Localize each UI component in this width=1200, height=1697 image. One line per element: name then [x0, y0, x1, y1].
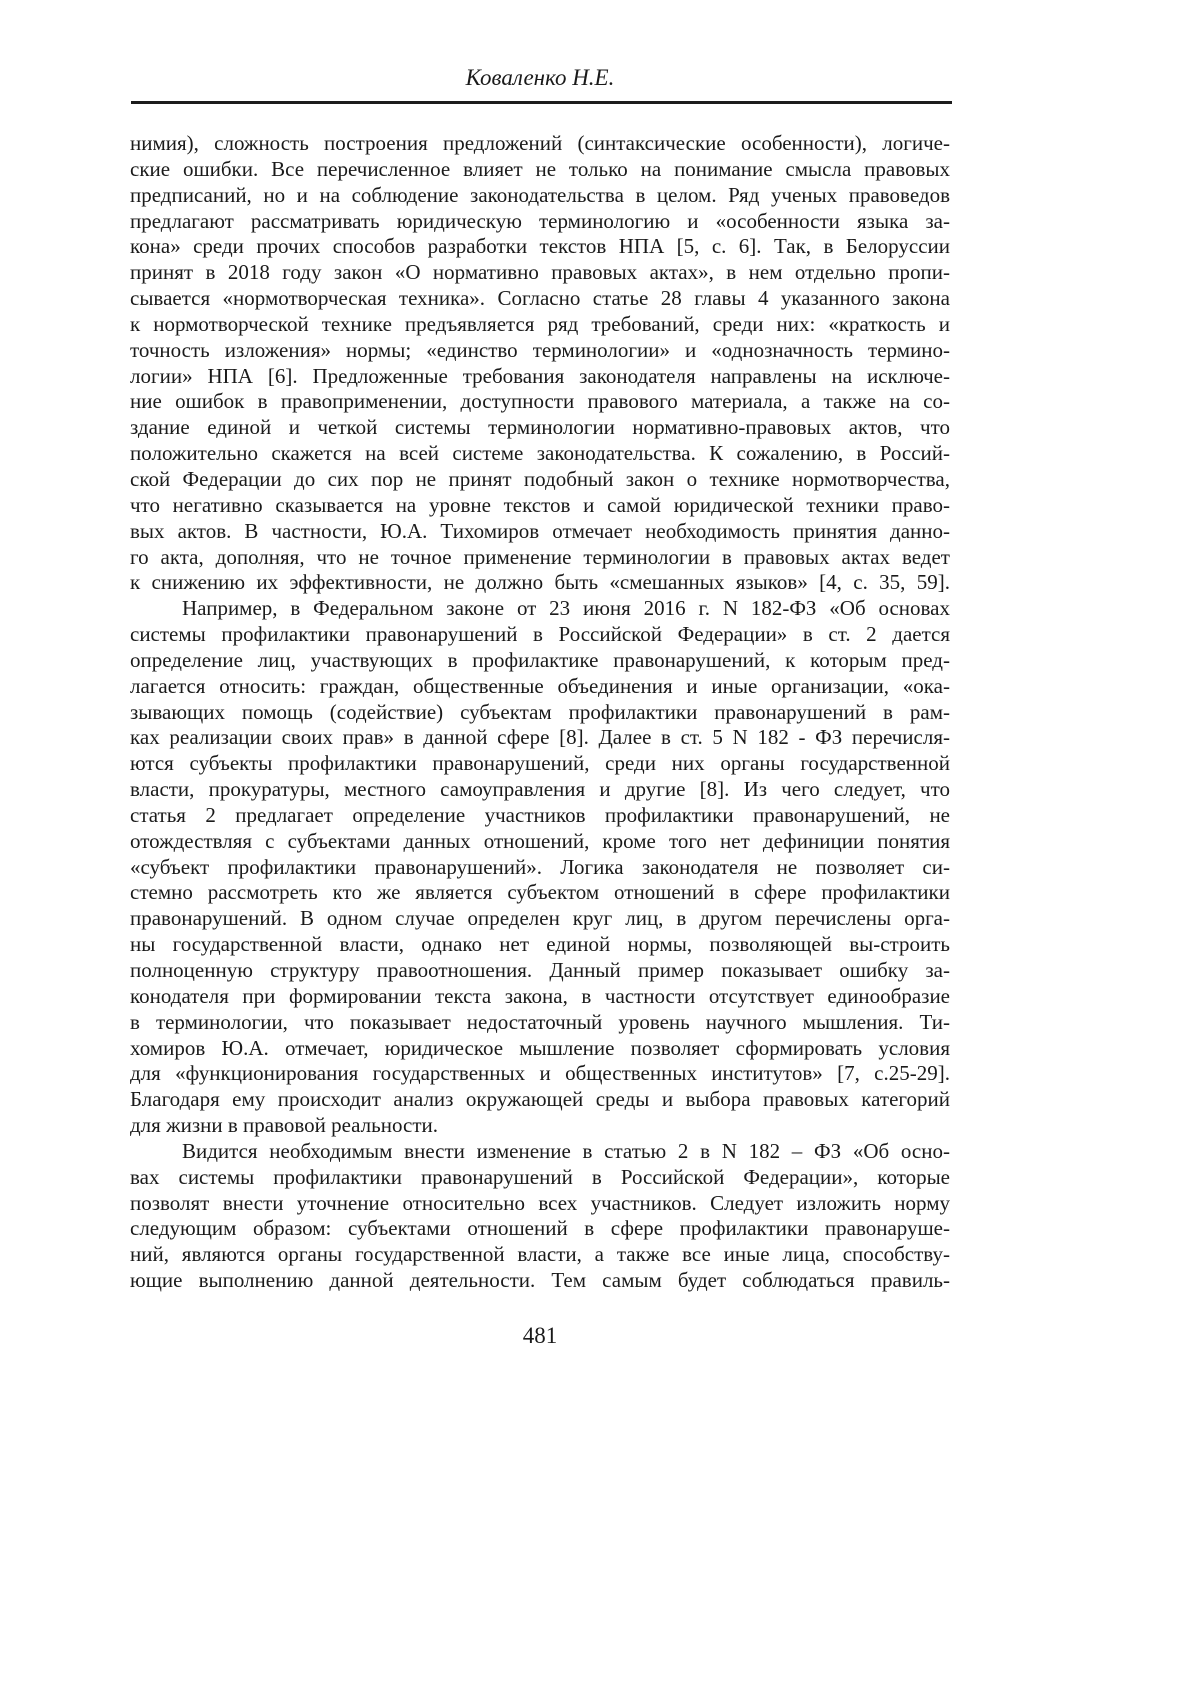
text-line: положительно скажется на всей системе законодательства. К сожалению, в Россий- [130, 441, 950, 466]
text-line: принят в 2018 году закон «О нормативно правовых актах», в нем отдельно пропи- [130, 260, 950, 285]
text-line: зывающих помощь (содействие) субъектам профилактики правонарушений в рам- [130, 699, 950, 724]
text-line: вых актов. В частности, Ю.А. Тихомиров отмечает необходимость принятия данно- [130, 518, 950, 543]
text-line: Например, в Федеральном законе от 23 июня 2016 г. N 182-ФЗ «Об основах [182, 596, 950, 621]
text-line: кона» среди прочих способов разработки текстов НПА [5, с. 6]. Так, в Белоруссии [130, 234, 950, 259]
text-line: стемно рассмотреть кто же является субъектом отношений в сфере профилактики [130, 880, 950, 905]
text-line: го акта, дополняя, что не точное применение терминологии в правовых актах ведет [130, 544, 950, 569]
text-line: власти, прокуратуры, местного самоуправления и другие [8]. Из чего следует, что [130, 777, 950, 802]
text-line: для жизни в правовой реальности. [130, 1113, 438, 1138]
text-line: логии» НПА [6]. Предложенные требования законодателя направлены на исключе- [130, 363, 950, 388]
text-line: Благодаря ему происходит анализ окружающей среды и выбора правовых категорий [130, 1087, 950, 1112]
text-line: к нормотворческой технике предъявляется ряд требований, среди них: «краткость и [130, 311, 950, 336]
text-line: позволят внести уточнение относительно всех участников. Следует изложить норму [130, 1190, 950, 1215]
text-line: статья 2 предлагает определение участников профилактики правонарушений, не [130, 802, 950, 827]
text-line: здание единой и четкой системы терминологии нормативно-правовых актов, что [130, 415, 950, 440]
text-line: что негативно сказывается на уровне текстов и самой юридической техники право- [130, 492, 950, 517]
text-line: лагается относить: граждан, общественные объединения и иные организации, «ока- [130, 673, 950, 698]
text-line: хомиров Ю.А. отмечает, юридическое мышление позволяет сформировать условия [130, 1035, 950, 1060]
running-head-author: Коваленко Н.Е. [465, 65, 615, 90]
text-line: ках реализации своих прав» в данной сфере [8]. Далее в ст. 5 N 182 - ФЗ перечисля- [130, 725, 950, 750]
text-line: предписаний, но и на соблюдение законодательства в целом. Ряд ученых правоведов [130, 182, 950, 207]
text-line: «субъект профилактики правонарушений». Логика законодателя не позволяет си- [130, 854, 950, 879]
text-line: вах системы профилактики правонарушений в Российской Федерации», которые [130, 1164, 950, 1189]
text-line: в терминологии, что показывает недостаточный уровень научного мышления. Ти- [130, 1009, 950, 1034]
text-line: Видится необходимым внести изменение в статью 2 в N 182 – ФЗ «Об осно- [182, 1138, 950, 1163]
text-line: сывается «нормотворческая техника». Согласно статье 28 главы 4 указанного закона [130, 286, 950, 311]
text-line: ской Федерации до сих пор не принят подобный закон о технике нормотворчества, [130, 466, 950, 491]
text-line: предлагают рассматривать юридическую терминологию и «особенности языка за- [130, 208, 950, 233]
text-line: ний, являются органы государственной власти, а также все иные лица, способству- [130, 1242, 950, 1267]
text-line: нимия), сложность построения предложений (синтаксические особенности), логиче- [130, 131, 950, 155]
text-line: ние ошибок в правоприменении, доступности правового материала, а также на со- [130, 389, 950, 414]
page-number: 481 [522, 1323, 558, 1348]
text-line: для «функционирования государственных и общественных институтов» [7, с.25-29]. [130, 1061, 950, 1086]
header-rule [131, 101, 952, 104]
text-line: ются субъекты профилактики правонарушений, среди них органы государственной [130, 751, 950, 776]
text-line: конодателя при формировании текста закона, в частности отсутствует единообразие [130, 983, 950, 1008]
text-line: определение лиц, участвующих в профилактике правонарушений, к которым пред- [130, 647, 950, 672]
text-line: к снижению их эффективности, не должно быть «смешанных языков» [4, с. 35, 59]. [130, 570, 950, 595]
text-line: правонарушений. В одном случае определен круг лиц, в другом перечислены орга- [130, 906, 950, 931]
text-line: ющие выполнению данной деятельности. Тем самым будет соблюдаться правиль- [130, 1268, 950, 1293]
text-line: ны государственной власти, однако нет единой нормы, позволяющей вы-строить [130, 932, 950, 957]
text-line: системы профилактики правонарушений в Российской Федерации» в ст. 2 дается [130, 622, 950, 647]
text-line: полноценную структуру правоотношения. Данный пример показывает ошибку за- [130, 958, 950, 982]
text-line: следующим образом: субъектами отношений в сфере профилактики правонаруше- [130, 1216, 950, 1241]
body-text [130, 131, 950, 1294]
text-line: точность изложения» нормы; «единство терминологии» и «однозначность термино- [130, 337, 950, 362]
text-line: отождествляя с субъектами данных отношений, кроме того нет дефиниции понятия [130, 828, 950, 853]
text-line: ские ошибки. Все перечисленное влияет не только на понимание смысла правовых [130, 156, 950, 181]
